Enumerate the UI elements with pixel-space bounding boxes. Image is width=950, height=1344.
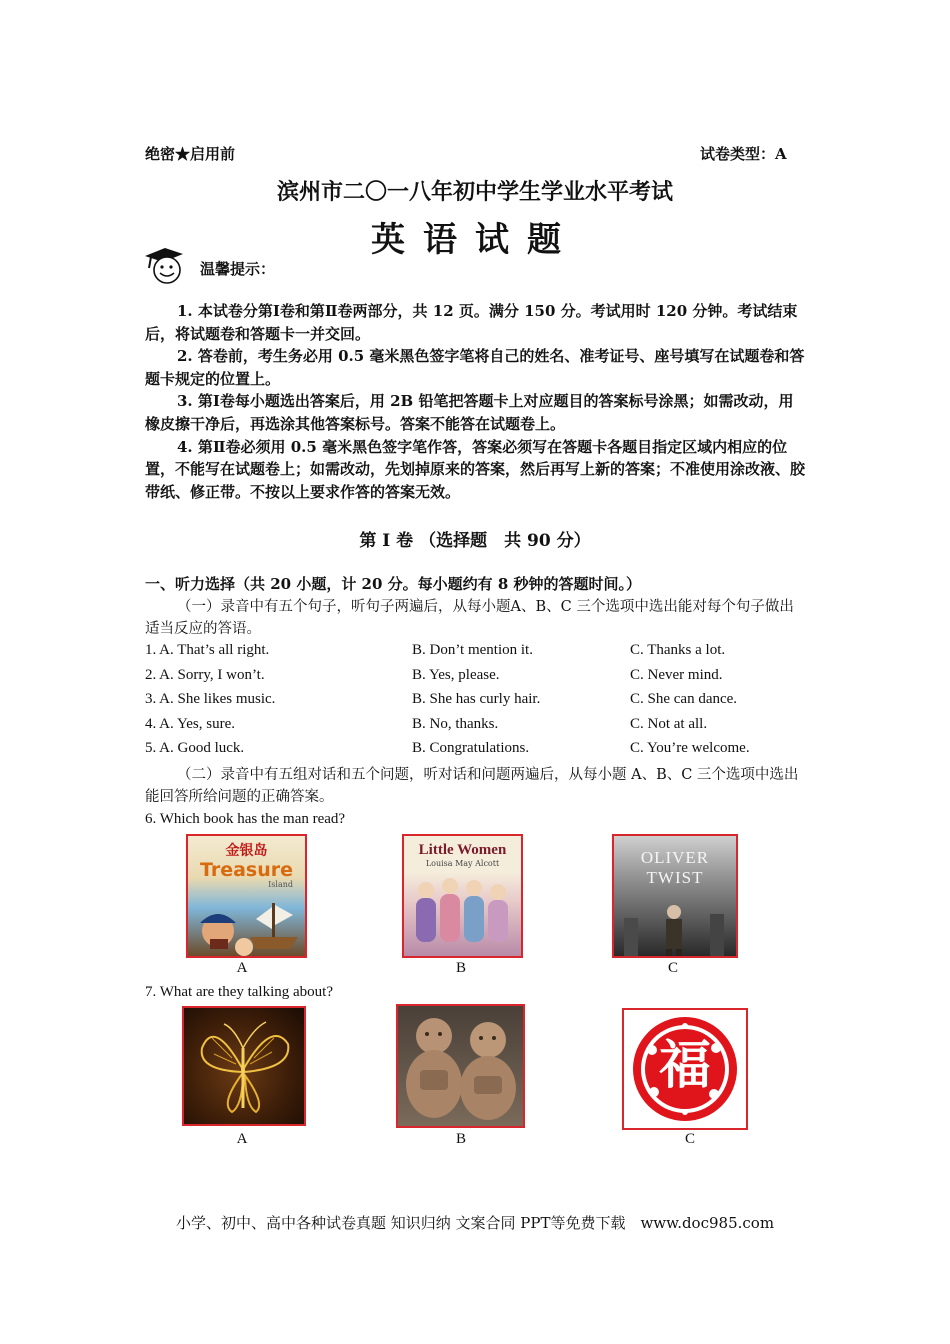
- fu-character: 福: [658, 1036, 711, 1096]
- footer-ad: 小学、初中、高中各种试卷真题 知识归纳 文案合同 PPT等免费下载 www.doc985.com: [175, 1214, 775, 1232]
- book-little-women: [402, 834, 523, 958]
- book-title: Little Women: [418, 842, 507, 858]
- note-3: 3. 第Ⅰ卷每小题选出答案后，用 2B 铅笔把答题卡上对应题目的答案标号涂黑；如需改动，用橡皮擦干净后，再选涂其他答案标号。答案不能答在试题卷上。: [145, 392, 794, 433]
- street-scene-illustration: [614, 888, 736, 958]
- note-4: 4. 第Ⅱ卷必须用 0.5 毫米黑色签字笔作答，答案必须写在答题卡各题目指定区域内相应的位置，不能写在试题卷上；如需改动，先划掉原来的答案，然后再写上新的答案；不准使用涂改液、胶带纸、修正带。不按以上要求作答的答案无效。: [145, 437, 806, 501]
- book-oliver-twist: [612, 834, 738, 958]
- item-3-c: C. She can dance.: [630, 691, 738, 707]
- part1-title: 一、听力选择（共 20 小题，计 20 分。每小题约有 8 秒钟的答题时间。）: [145, 575, 642, 593]
- q6-label-b: B: [455, 960, 466, 976]
- item-1-c: C. Thanks a lot.: [630, 642, 726, 658]
- clay-figurines-icon: [398, 1006, 523, 1126]
- item-1-a: 1. A. That’s all right.: [145, 642, 270, 658]
- item-3-b: B. She has curly hair.: [412, 691, 541, 707]
- butterfly-icon: [184, 1008, 304, 1124]
- book-subtitle: Island: [268, 880, 293, 889]
- section-title: 第 I 卷 （选择题 共 90 分）: [359, 531, 591, 551]
- exam-title: 滨州市二〇一八年初中学生学业水平考试: [276, 179, 673, 205]
- item-4-a: 4. A. Yes, sure.: [145, 716, 236, 732]
- item-2-b: B. Yes, please.: [412, 667, 500, 683]
- item-5-b: B. Congratulations.: [412, 740, 530, 756]
- four-girls-illustration: [404, 868, 521, 948]
- book-author: Louisa May Alcott: [425, 859, 500, 868]
- item-5-a: 5. A. Good luck.: [145, 740, 245, 756]
- question-7: 7. What are they talking about?: [145, 984, 333, 1000]
- book-treasure-island: [186, 834, 307, 958]
- confidential-mark: 绝密★启用前: [145, 145, 236, 163]
- item-5-c: C. You’re welcome.: [630, 740, 750, 756]
- paper-type: 试卷类型：A: [700, 145, 787, 163]
- question-6: 6. Which book has the man read?: [145, 811, 346, 827]
- item-4-b: B. No, thanks.: [412, 716, 499, 732]
- instructions: [145, 300, 807, 503]
- item-3-a: 3. A. She likes music.: [145, 691, 276, 707]
- straw-butterfly-picture: [182, 1006, 306, 1126]
- tips-label: 温馨提示：: [200, 260, 276, 278]
- item-2-c: C. Never mind.: [630, 667, 723, 683]
- book-title: OLIVER TWIST: [640, 848, 710, 887]
- pirate-ship-illustration: [188, 889, 305, 958]
- sub1-instructions: （一）录音中有五个句子，听句子两遍后，从每小题A、B、C 三个选项中选出能对每个句子做出适当反应的答语。: [145, 599, 794, 637]
- book-title: Treasure: [199, 859, 294, 881]
- note-2: 2. 答卷前，考生务必用 0.5 毫米黑色签字笔将自己的姓名、准考证号、座号填写在试题卷和答题卡规定的位置上。: [145, 347, 805, 388]
- clay-figurines-picture: [396, 1004, 525, 1128]
- paper-cut-picture: [622, 1008, 748, 1130]
- smiley-cap-icon: [143, 246, 189, 286]
- book-cn-title: 金银岛: [225, 843, 268, 859]
- sub2-instructions: （二）录音中有五组对话和五个问题，听对话和问题两遍后，从每小题 A、B、C 三个选项中选出能回答所给问题的正确答案。: [145, 767, 799, 805]
- item-1-b: B. Don’t mention it.: [412, 642, 533, 658]
- q7-label-b: B: [455, 1131, 466, 1147]
- q7-label-c: C: [684, 1131, 695, 1147]
- subject-title: 英语试题: [371, 220, 579, 260]
- q6-label-c: C: [667, 960, 678, 976]
- item-2-a: 2. A. Sorry, I won’t.: [145, 667, 265, 683]
- item-4-c: C. Not at all.: [630, 716, 708, 732]
- q7-label-a: A: [236, 1131, 248, 1147]
- q6-label-a: A: [236, 960, 248, 976]
- note-1: 1. 本试卷分第Ⅰ卷和第Ⅱ卷两部分，共 12 页。满分 150 分。考试用时 120 分钟。考试结束后，将试题卷和答题卡一并交回。: [145, 302, 798, 343]
